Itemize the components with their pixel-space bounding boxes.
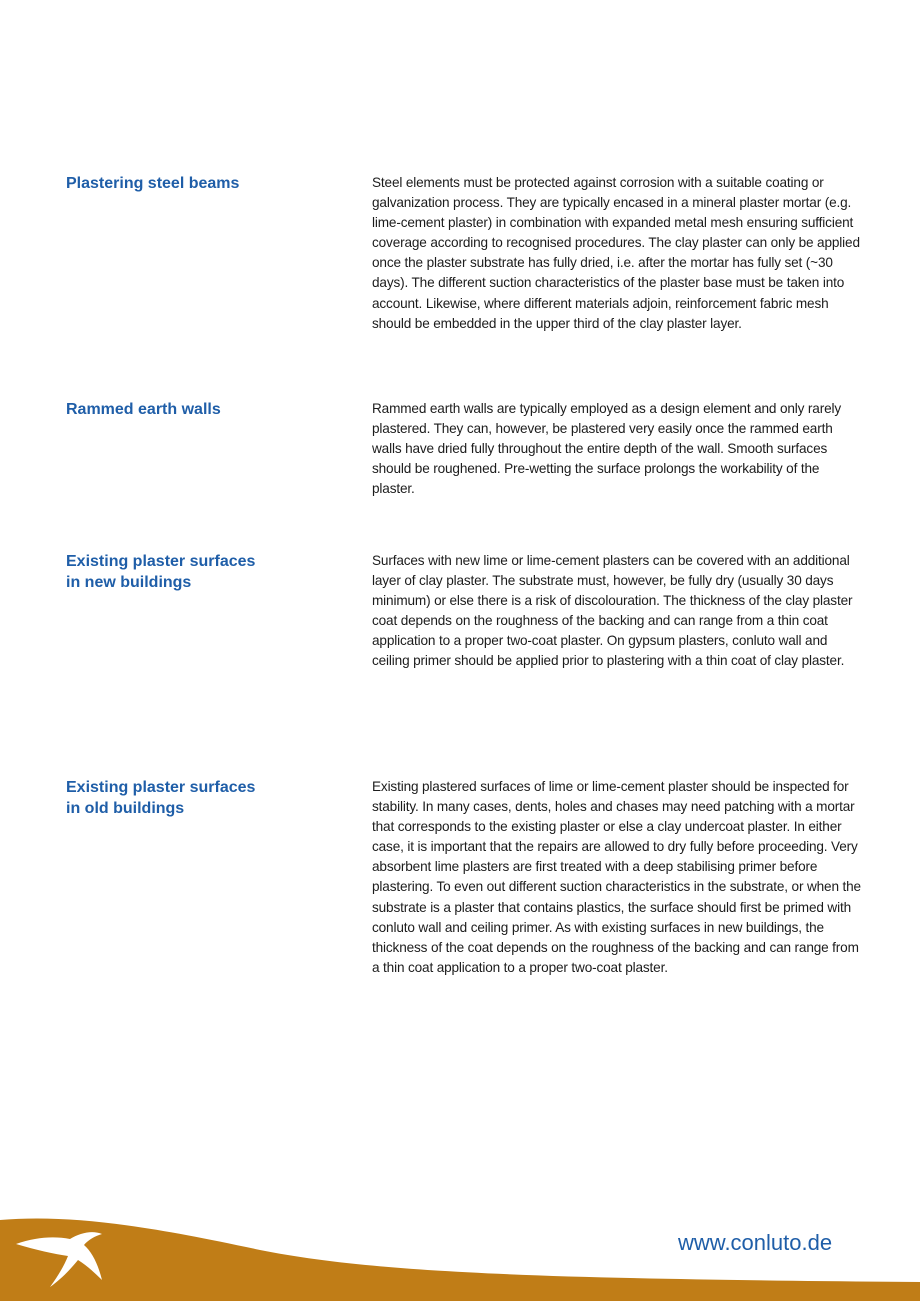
- section-body: Existing plastered surfaces of lime or lime-cement plaster should be inspected for stability. In many cases, dents, holes and chases may need patching with a mortar that corresponds to the existing plaster or else a clay undercoat plaster. In either case, it is important that the repairs are allowed to dry fully before proceeding. Very absorbent lime plasters are first treated with a deep stabilising primer before plastering. To even out different suction characteristics in the substrate, or when the substrate is a plaster that contains plastics, the surface should first be primed with conluto wall and ceiling primer. As with existing surfaces in new buildings, the thickness of the coat depends on the roughness of the backing and can range from a thin coat application to a proper two-coat plaster.: [372, 779, 861, 975]
- section-body: Steel elements must be protected against corrosion with a suitable coating or galvanization process. They are typically encased in a mineral plaster mortar (e.g. lime-cement plaster) in combination with expanded metal mesh ensuring sufficient coverage according to recognised procedures. The clay plaster can only be applied once the plaster substrate has fully dried, i.e. after the mortar has fully set (~30 days). The different suction characteristics of the plaster base must be taken into account. Likewise, where different materials adjoin, reinforcement fabric mesh should be embedded in the upper third of the clay plaster layer.: [372, 175, 860, 331]
- heading-line: Rammed earth walls: [66, 401, 221, 418]
- section-heading: [66, 551, 346, 593]
- heading-line: Existing plaster surfaces: [66, 553, 256, 570]
- section-heading: [66, 399, 346, 420]
- section-body: Surfaces with new lime or lime-cement plasters can be covered with an additional layer of clay plaster. The substrate must, however, be fully dry (usually 30 days minimum) or else there is a risk of discolouration. The thickness of the clay plaster coat depends on the roughness of the backing and can range from a thin coat application to a proper two-coat plaster. On gypsum plasters, conluto wall and ceiling primer should be applied prior to plastering with a thin coat of clay plaster.: [372, 553, 853, 669]
- heading-line: Existing plaster surfaces: [66, 779, 256, 796]
- heading-line: in new buildings: [66, 574, 192, 591]
- website-link[interactable]: www.conluto.de: [678, 1230, 833, 1255]
- page-footer: [0, 1200, 920, 1301]
- section-heading: [66, 173, 346, 194]
- section-body: Rammed earth walls are typically employed as a design element and only rarely plastered. They can, however, be plastered very easily once the rammed earth walls have dried fully throughout the entire depth of the wall. Smooth surfaces should be roughened. Pre-wetting the surface prolongs the workability of the plaster.: [372, 401, 841, 497]
- heading-line: Plastering steel beams: [66, 175, 240, 192]
- section-heading: [66, 777, 346, 819]
- heading-line: in old buildings: [66, 800, 185, 817]
